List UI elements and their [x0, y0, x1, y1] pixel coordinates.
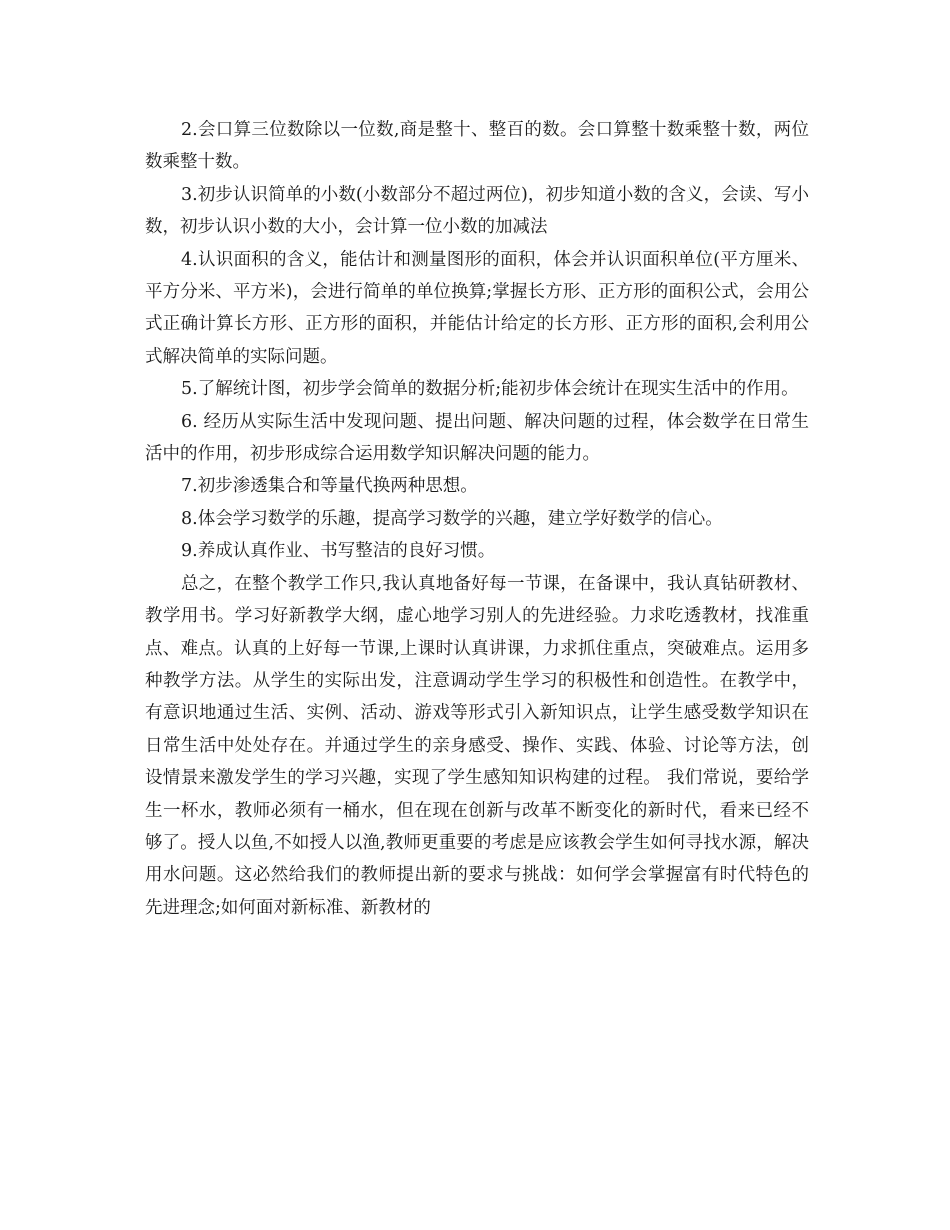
paragraph-goal-9: 9.养成认真作业、书写整洁的良好习惯。 [181, 541, 496, 562]
paragraph-goal-8: 8.体会学习数学的乐趣，提高学习数学的兴趣，建立学好数学的信心。 [181, 508, 723, 529]
document-body [145, 114, 809, 924]
paragraph-goal-4: 4.认识面积的含义，能估计和测量图形的面积，体会并认识面积单位(平方厘米、平方分米、平方米)，会进行简单的单位换算;掌握长方形、正方形的面积公式，会用公式正确计算长方形、正方形的面积，并能估计给定的长方形、正方形的面积,会利用公式解决简单的实际问题。 [145, 249, 809, 367]
paragraph-goal-2: 2.会口算三位数除以一位数,商是整十、整百的数。会口算整十数乘整十数，两位数乘整十数。 [145, 120, 809, 173]
paragraph-summary: 总之，在整个教学工作只,我认真地备好每一节课，在备课中，我认真钻研教材、教学用书。学习好新教学大纲，虚心地学习别人的先进经验。力求吃透教材，找准重点、难点。认真的上好每一节课,上课时认真讲课，力求抓住重点，突破难点。运用多种教学方法。从学生的实际出发，注意调动学生学习的积极性和创造性。在教学中，有意识地通过生活、实例、活动、游戏等形式引入新知识点，让学生感受数学知识在日常生活中处处存在。并通过学生的亲身感受、操作、实践、体验、讨论等方法，创设情景来激发学生的学习兴趣，实现了学生感知知识构建的过程。 我们常说，要给学生一杯水，教师必须有一桶水，但在现在创新与改革不断变化的新时代，看来已经不够了。授人以鱼,不如授人以渔,教师更重要的考虑是应该教会学生如何寻找水源，解决用水问题。这必然给我们的教师提出新的要求与挑战：如何学会掌握富有时代特色的先进理念;如何面对新标准、新教材的 [145, 573, 809, 918]
paragraph-goal-6: 6. 经历从实际生活中发现问题、提出问题、解决问题的过程，体会数学在日常生活中的作用，初步形成综合运用数学知识解决问题的能力。 [145, 411, 809, 465]
paragraph-goal-3: 3.初步认识简单的小数(小数部分不超过两位)，初步知道小数的含义，会读、写小数，初步认识小数的大小，会计算一位小数的加减法 [145, 184, 809, 238]
paragraph-goal-7: 7.初步渗透集合和等量代换两种思想。 [181, 476, 478, 497]
paragraph-goal-5: 5.了解统计图，初步学会简单的数据分析;能初步体会统计在现实生活中的作用。 [181, 379, 799, 400]
